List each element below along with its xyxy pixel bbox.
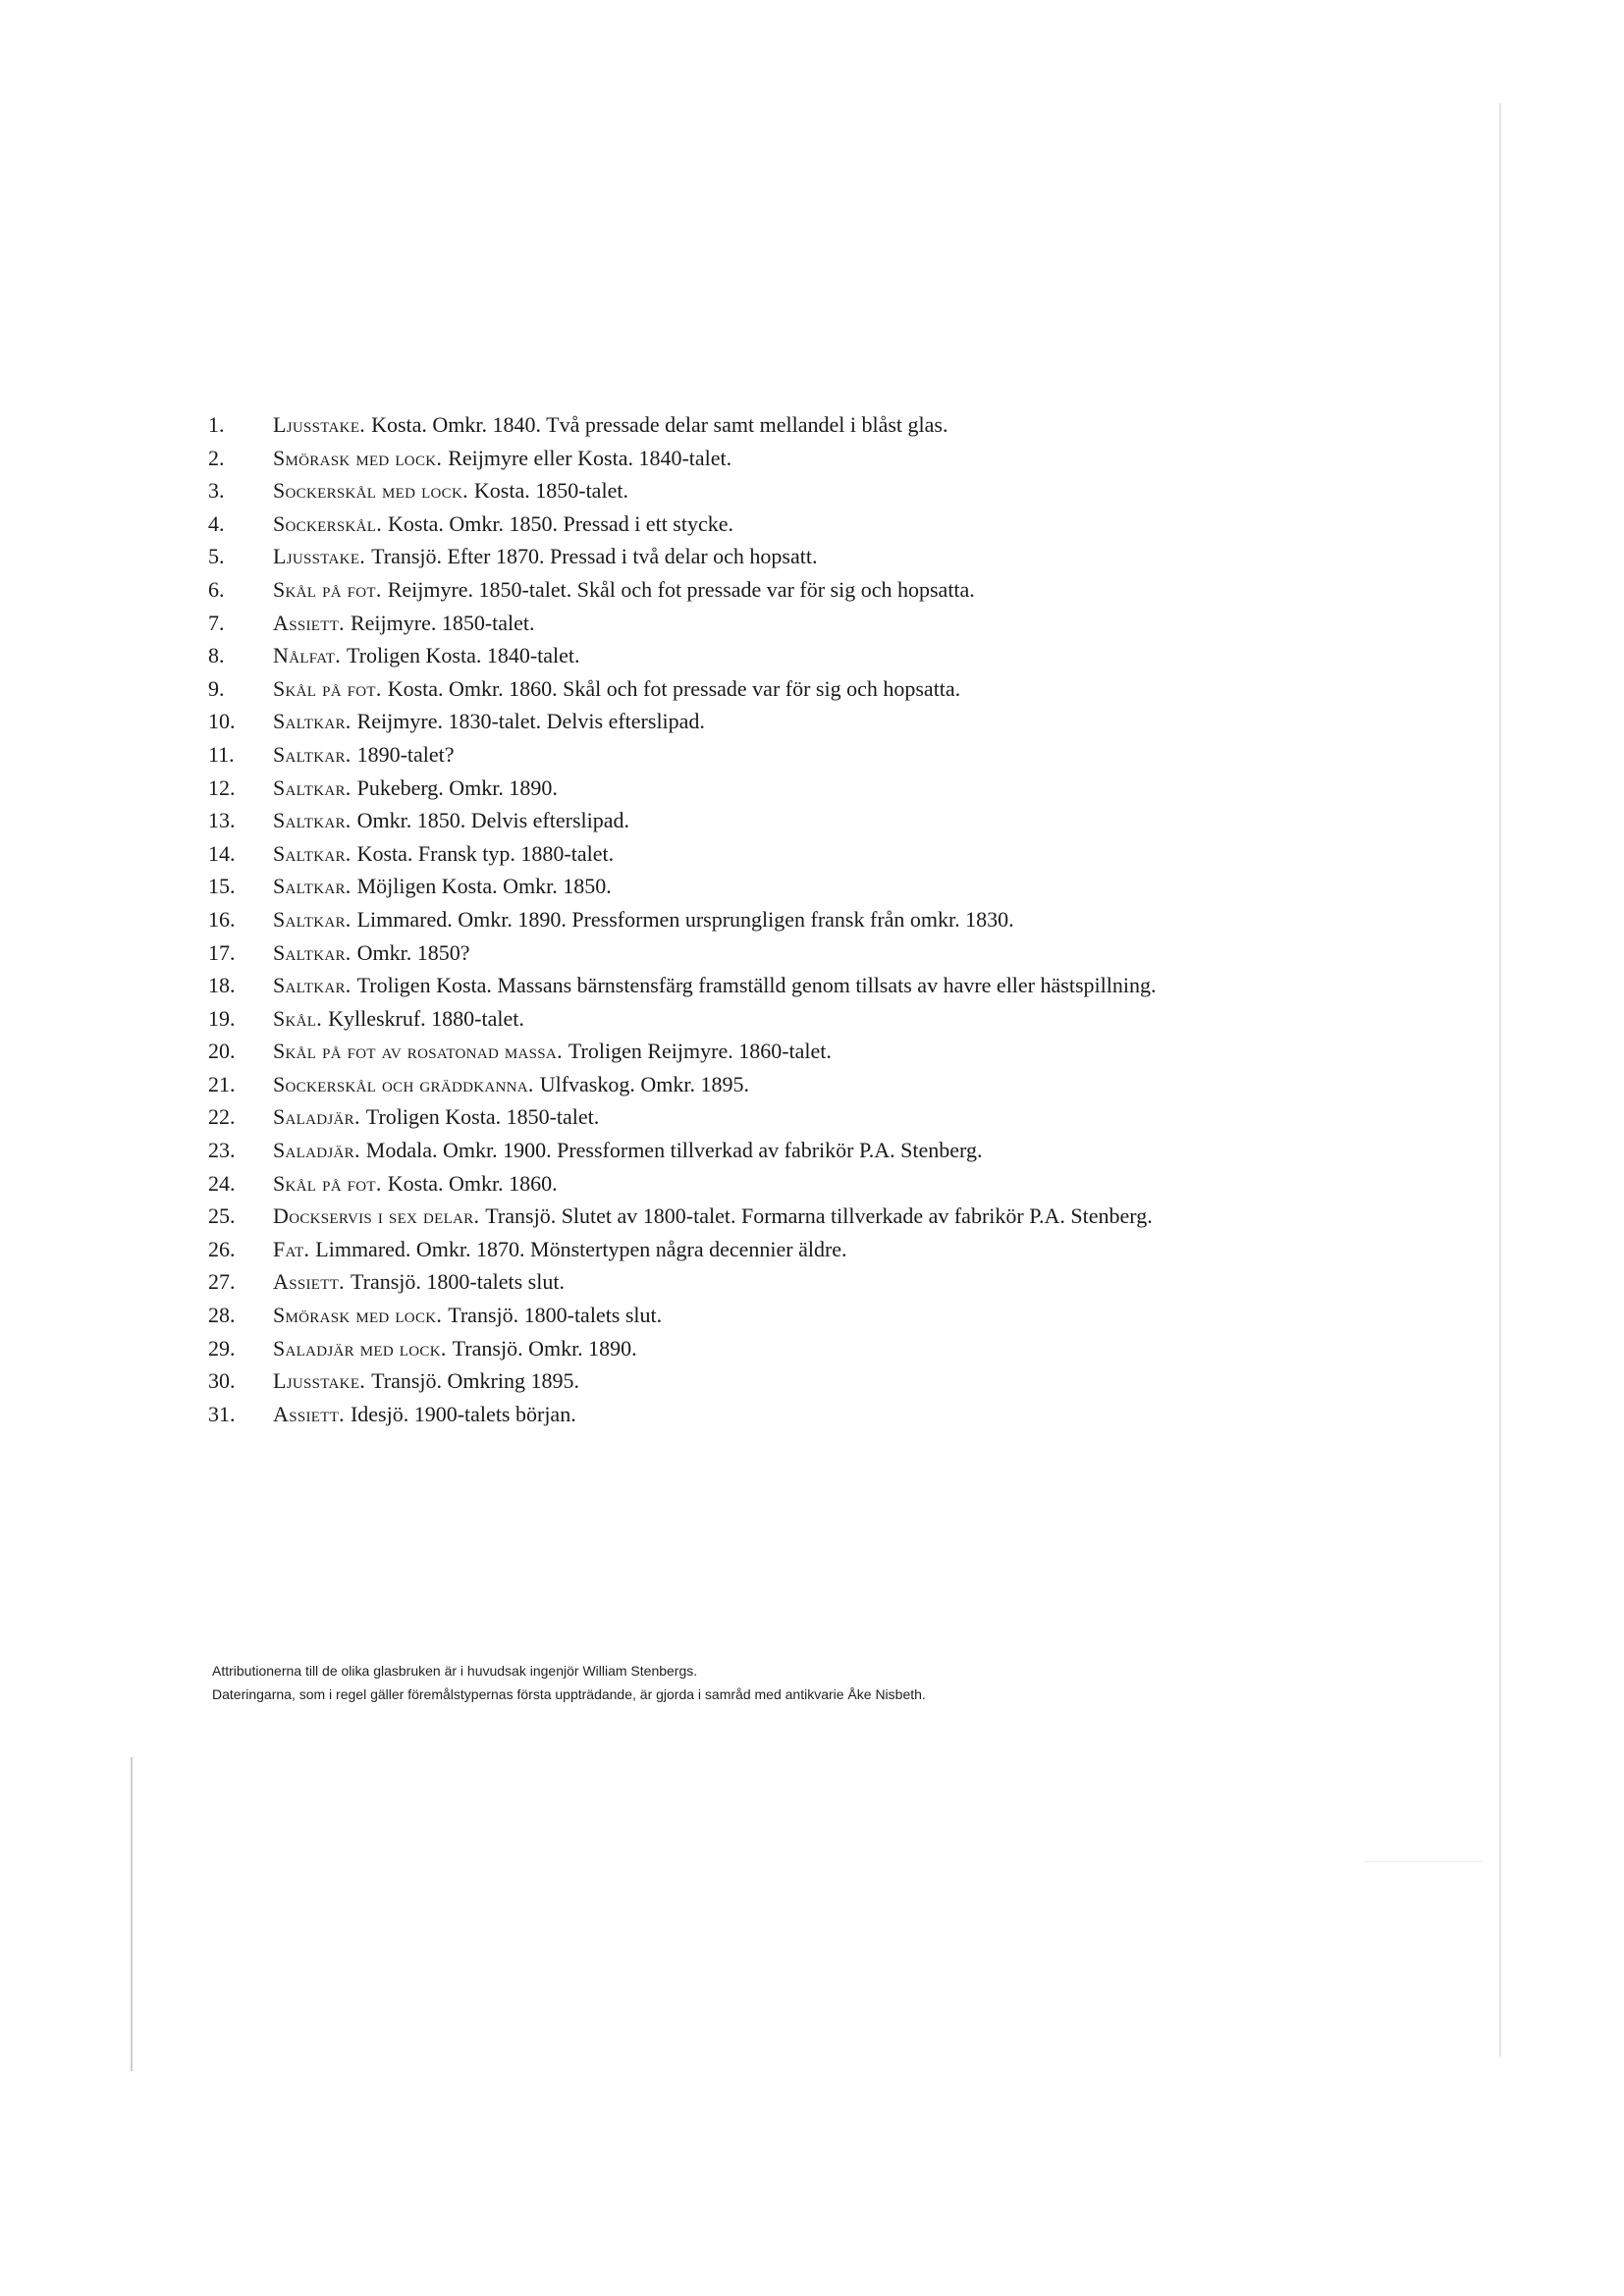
item-title: Saltkar.	[273, 774, 352, 800]
item-title: Saladjär.	[273, 1104, 360, 1130]
footnote	[212, 1659, 1439, 1706]
catalog-item	[208, 738, 1485, 772]
item-number: 4.	[208, 510, 225, 536]
item-description: Kosta. Fransk typ. 1880-talet.	[356, 840, 615, 866]
catalog-item	[208, 442, 1485, 475]
item-title: Assiett.	[273, 1401, 345, 1426]
item-number: 20.	[208, 1039, 236, 1064]
item-description: Troligen Kosta. 1840-talet.	[347, 643, 580, 668]
item-number: 6.	[208, 576, 225, 602]
item-description: Reijmyre. 1850-talet. Skål och fot pressade var för sig och hopsatta.	[387, 576, 975, 602]
item-title: Assiett.	[273, 1269, 345, 1295]
item-title: Skål på fot.	[273, 1170, 382, 1196]
catalog-item	[208, 639, 1485, 672]
catalog-item	[208, 507, 1485, 541]
item-title: Skål på fot.	[273, 675, 382, 701]
catalog-item	[208, 969, 1485, 1002]
item-number: 24.	[208, 1170, 236, 1196]
item-number: 27.	[208, 1269, 236, 1295]
catalog-item	[208, 540, 1485, 573]
item-title: Saltkar.	[273, 939, 352, 965]
item-title: Skål på fot.	[273, 576, 382, 602]
item-number: 25.	[208, 1203, 236, 1229]
item-description: Kosta. Omkr. 1840. Två pressade delar samt mellandel i blåst glas.	[371, 412, 948, 437]
item-description: Idesjö. 1900-talets början.	[350, 1401, 576, 1426]
item-description: Transjö. Slutet av 1800-talet. Formarna tillverkade av fabrikör P.A. Stenberg.	[485, 1203, 1153, 1229]
item-number: 10.	[208, 709, 236, 734]
catalog-item	[208, 1035, 1485, 1068]
catalog-list	[208, 408, 1485, 1430]
catalog-item	[208, 772, 1485, 805]
catalog-item	[208, 1167, 1485, 1201]
page-edge-line	[131, 1757, 133, 2071]
item-title: Saltkar.	[273, 741, 352, 767]
item-number: 2.	[208, 445, 225, 470]
item-number: 5.	[208, 544, 225, 569]
item-description: Pukeberg. Omkr. 1890.	[356, 774, 558, 800]
item-description: Reijmyre. 1830-talet. Delvis efterslipad.	[356, 709, 705, 734]
item-number: 11.	[208, 741, 235, 767]
catalog-item	[208, 1265, 1485, 1299]
catalog-item	[208, 1364, 1485, 1398]
item-title: Saltkar.	[273, 906, 352, 932]
item-number: 1.	[208, 412, 225, 437]
item-title: Nålfat.	[273, 643, 342, 668]
item-description: Troligen Kosta. 1850-talet.	[365, 1104, 600, 1130]
catalog-item	[208, 672, 1485, 706]
item-number: 31.	[208, 1401, 236, 1426]
item-description: Kosta. 1850-talet.	[473, 478, 628, 504]
item-description: Limmared. Omkr. 1870. Mönstertypen några decennier äldre.	[315, 1236, 847, 1261]
catalog-item	[208, 1002, 1485, 1036]
item-title: Saltkar.	[273, 709, 352, 734]
item-description: Kosta. Omkr. 1850. Pressad i ett stycke.	[388, 510, 734, 536]
item-title: Smörask med lock.	[273, 1303, 443, 1328]
catalog-item	[208, 837, 1485, 871]
item-number: 13.	[208, 808, 236, 833]
item-number: 23.	[208, 1138, 236, 1163]
item-title: Skål på fot av rosatonad massa.	[273, 1039, 563, 1064]
catalog-item	[208, 804, 1485, 837]
item-number: 15.	[208, 874, 236, 899]
item-title: Sockerskål.	[273, 510, 383, 536]
item-description: Transjö. Omkr. 1890.	[452, 1335, 637, 1361]
item-description: Transjö. Omkring 1895.	[371, 1368, 579, 1394]
item-description: Kylleskruf. 1880-talet.	[328, 1005, 524, 1031]
item-number: 29.	[208, 1335, 236, 1361]
item-description: Transjö. 1800-talets slut.	[350, 1269, 565, 1295]
item-number: 16.	[208, 906, 236, 932]
catalog-item	[208, 474, 1485, 507]
item-title: Ljusstake.	[273, 544, 366, 569]
item-description: Ulfvaskog. Omkr. 1895.	[539, 1071, 749, 1096]
catalog-item	[208, 1068, 1485, 1101]
item-description: Transjö. Efter 1870. Pressad i två delar och hopsatt.	[371, 544, 818, 569]
footnote-dating: Dateringarna, som i regel gäller föremålstypernas första uppträdande, är gjorda i samråd med antikvarie Åke Nisbeth.	[212, 1686, 926, 1702]
item-title: Saltkar.	[273, 973, 352, 998]
page-edge-line	[1365, 1861, 1483, 1862]
item-title: Skål.	[273, 1005, 323, 1031]
catalog-item	[208, 1134, 1485, 1167]
item-number: 8.	[208, 643, 225, 668]
item-number: 17.	[208, 939, 236, 965]
item-number: 7.	[208, 610, 225, 635]
item-title: Sockerskål och gräddkanna.	[273, 1071, 534, 1096]
item-title: Dockservis i sex delar.	[273, 1203, 480, 1229]
item-title: Ljusstake.	[273, 412, 366, 437]
item-number: 21.	[208, 1071, 236, 1096]
catalog-item	[208, 1100, 1485, 1134]
item-description: Kosta. Omkr. 1860. Skål och fot pressade var för sig och hopsatta.	[387, 675, 961, 701]
item-description: Omkr. 1850. Delvis efterslipad.	[356, 808, 629, 833]
item-number: 12.	[208, 774, 236, 800]
item-description: Modala. Omkr. 1900. Pressformen tillverkad av fabrikör P.A. Stenberg.	[365, 1138, 983, 1163]
item-title: Assiett.	[273, 610, 345, 635]
item-title: Smörask med lock.	[273, 445, 443, 470]
item-title: Sockerskål med lock.	[273, 478, 468, 504]
item-number: 9.	[208, 675, 225, 701]
item-title: Saladjär med lock.	[273, 1335, 447, 1361]
item-description: Reijmyre. 1850-talet.	[350, 610, 535, 635]
item-description: Transjö. 1800-talets slut.	[448, 1303, 663, 1328]
catalog-item	[208, 573, 1485, 607]
item-number: 3.	[208, 478, 225, 504]
item-description: Reijmyre eller Kosta. 1840-talet.	[448, 445, 732, 470]
catalog-item	[208, 1332, 1485, 1365]
item-number: 22.	[208, 1104, 236, 1130]
catalog-item	[208, 903, 1485, 936]
catalog-item	[208, 1233, 1485, 1266]
item-description: Troligen Kosta. Massans bärnstensfärg framställd genom tillsats av havre eller hästspillning.	[356, 973, 1157, 998]
catalog-item	[208, 408, 1485, 442]
item-description: Möjligen Kosta. Omkr. 1850.	[356, 874, 612, 899]
catalog-item	[208, 936, 1485, 970]
item-title: Fat.	[273, 1236, 310, 1261]
item-number: 28.	[208, 1303, 236, 1328]
item-title: Saladjär.	[273, 1138, 360, 1163]
item-title: Saltkar.	[273, 808, 352, 833]
catalog-item	[208, 705, 1485, 738]
catalog-item	[208, 1299, 1485, 1332]
item-number: 30.	[208, 1368, 236, 1394]
catalog-item	[208, 607, 1485, 640]
item-description: Limmared. Omkr. 1890. Pressformen ursprungligen fransk från omkr. 1830.	[356, 906, 1014, 932]
item-description: Troligen Reijmyre. 1860-talet.	[568, 1039, 832, 1064]
catalog-item	[208, 1200, 1485, 1233]
catalog-item	[208, 870, 1485, 903]
item-number: 26.	[208, 1236, 236, 1261]
item-number: 18.	[208, 973, 236, 998]
catalog-item	[208, 1398, 1485, 1431]
footnote-attribution: Attributionerna till de olika glasbruken är i huvudsak ingenjör William Stenbergs.	[212, 1663, 698, 1679]
item-title: Ljusstake.	[273, 1368, 366, 1394]
item-description: Kosta. Omkr. 1860.	[387, 1170, 558, 1196]
item-description: 1890-talet?	[356, 741, 455, 767]
item-number: 19.	[208, 1005, 236, 1031]
item-number: 14.	[208, 840, 236, 866]
item-title: Saltkar.	[273, 874, 352, 899]
item-description: Omkr. 1850?	[356, 939, 470, 965]
item-title: Saltkar.	[273, 840, 352, 866]
page-edge-line	[1499, 103, 1501, 2056]
